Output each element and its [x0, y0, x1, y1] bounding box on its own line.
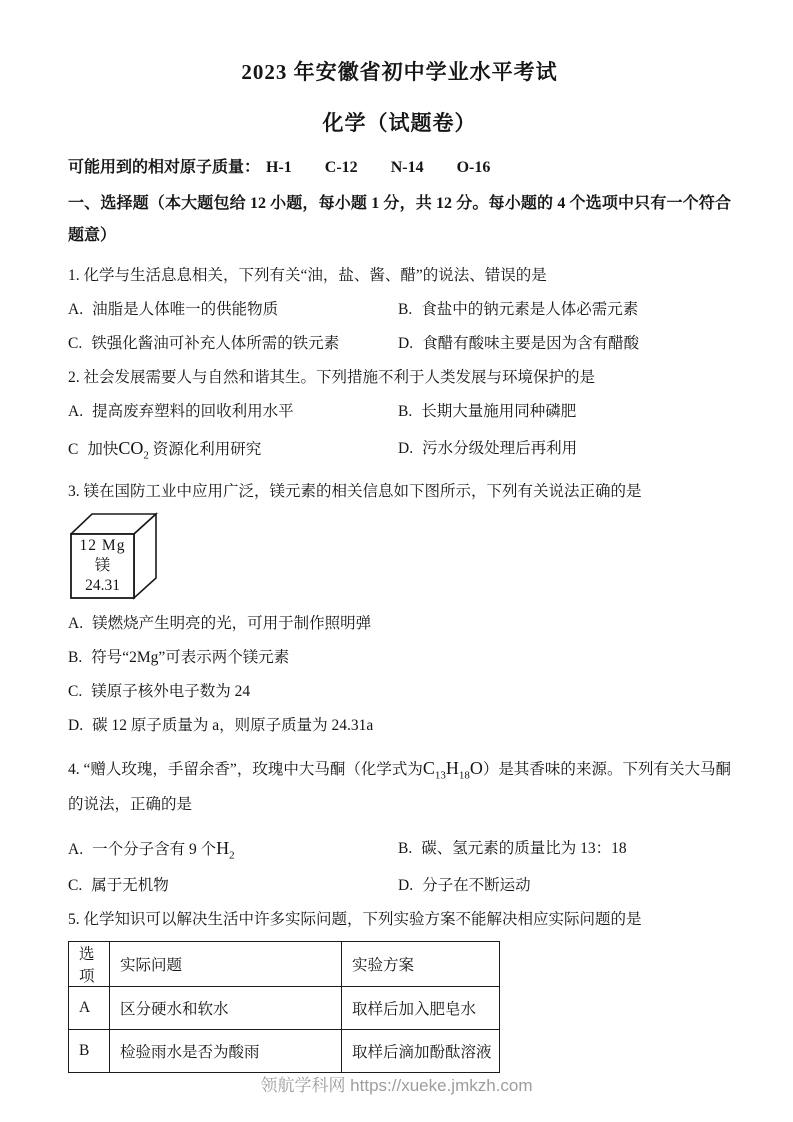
- section1-heading: 一、选择题（本大题包给 12 小题，每小题 1 分，共 12 分。每小题的 4 个选项中只有一个符合题意）: [68, 195, 731, 244]
- site-watermark: 领航学科网 https://xueke.jmkzh.com: [260, 1076, 533, 1095]
- q1-option-d: [398, 333, 731, 354]
- element-name: 镁: [94, 557, 111, 574]
- question2-options-row1: [68, 401, 731, 422]
- question1-options-row2: [68, 333, 731, 354]
- header-problem: 实际问题: [110, 942, 342, 987]
- q3-option-b-text: 符号“2Mg”可表示两个镁元素: [91, 649, 290, 666]
- q3-option-d-label: D.: [68, 717, 84, 734]
- q4-option-d-text: 分子在不断运动: [422, 877, 531, 894]
- q2-option-d-text: 污水分级处理后再利用: [422, 440, 578, 457]
- q1-option-c: [68, 333, 398, 354]
- q3-option-d: [68, 715, 731, 736]
- atomic-mass-line: [68, 154, 731, 177]
- question2-stem: 2. 社会发展需要人与自然和谐其生。下列措施不利于人类发展与环境保护的是: [68, 369, 596, 386]
- q2-option-b-label: B.: [398, 403, 413, 420]
- atomic-mass-o: O-16: [456, 159, 491, 176]
- element-number-symbol: 12 Mg: [79, 537, 126, 554]
- q2-option-c-label: C: [68, 441, 79, 458]
- q1-option-a: [68, 299, 398, 320]
- q2-option-d-label: D.: [398, 440, 414, 457]
- q4-option-c: [68, 875, 398, 896]
- q4-option-b: [398, 838, 731, 860]
- row-a-problem: 区分硬水和软水: [110, 987, 342, 1030]
- q4-option-c-text: 属于无机物: [91, 877, 169, 894]
- q2-option-a-label: A.: [68, 403, 84, 420]
- row-b-option: B: [69, 1030, 110, 1073]
- row-b-problem: 检验雨水是否为酸雨: [110, 1030, 342, 1073]
- question4-stem: [68, 751, 731, 822]
- q2-option-b-text: 长期大量施用同种磷肥: [421, 403, 577, 420]
- q3-option-b: [68, 647, 731, 668]
- row-a-plan: 取样后加入肥皂水: [342, 987, 500, 1030]
- q4-option-d-label: D.: [398, 877, 414, 894]
- atomic-mass-c: C-12: [324, 159, 358, 176]
- element-mass: 24.31: [85, 577, 120, 594]
- table-row: [69, 987, 500, 1030]
- q1-option-b-text: 食盐中的钠元素是人体必需元素: [421, 301, 639, 318]
- q4-option-a-label: A.: [68, 841, 84, 858]
- q1-option-d-label: D.: [398, 335, 414, 352]
- q1-option-b: [398, 299, 731, 320]
- question1-options-row1: [68, 299, 731, 320]
- q2-option-d: [398, 438, 731, 460]
- q3-option-b-label: B.: [68, 649, 83, 666]
- row-b-plan: 取样后滴加酚酞溶液: [342, 1030, 500, 1073]
- table-row: [69, 1030, 500, 1073]
- q2-option-b: [398, 401, 731, 422]
- q3-option-a-label: A.: [68, 615, 84, 632]
- q4-option-b-text: 碳、氢元素的质量比为 13：18: [421, 840, 627, 857]
- h2-formula: $H_2$: [216, 838, 235, 862]
- q1-option-d-text: 食醋有酸味主要是因为含有醋酸: [422, 335, 640, 352]
- atomic-mass-label: 可能用到的相对原子质量：: [68, 159, 261, 176]
- q4-option-c-label: C.: [68, 877, 83, 894]
- q3-option-c-text: 镁原子核外电子数为 24: [91, 683, 251, 700]
- q2-option-c-post: 资源化利用研究: [152, 441, 262, 458]
- q1-option-a-label: A.: [68, 301, 84, 318]
- q4-option-b-label: B.: [398, 840, 413, 857]
- q3-option-d-text: 碳 12 原子质量为 a，则原子质量为 24.31a: [92, 717, 374, 734]
- q5-experiment-table: [68, 941, 500, 1073]
- co2-formula: $CO_2$: [118, 438, 149, 462]
- q2-option-a: [68, 401, 398, 422]
- q3-option-c: [68, 681, 731, 702]
- question4-options-row1: [68, 838, 731, 860]
- table-header-row: [69, 942, 500, 987]
- q1-option-a-text: 油脂是人体唯一的供能物质: [92, 301, 279, 318]
- element-box-text: [71, 534, 134, 598]
- paper-subtitle: 化学（试题卷）: [322, 111, 477, 135]
- question5-stem: 5. 化学知识可以解决生活中许多实际问题，下列实验方案不能解决相应实际问题的是: [68, 911, 642, 928]
- q3-option-a: [68, 613, 731, 634]
- q2-option-c: [68, 438, 398, 460]
- q1-option-b-label: B.: [398, 301, 413, 318]
- header-option: 选项: [69, 942, 110, 987]
- q1-option-c-label: C.: [68, 335, 83, 352]
- question1-stem: 1. 化学与生活息息相关，下列有关“油，盐、酱、醋”的说法、错误的是: [68, 267, 547, 284]
- q4-option-d: [398, 875, 731, 896]
- q4-stem-pre: 4. “赠人玫瑰，手留余香”，玫瑰中大马酮（化学式为: [68, 761, 423, 778]
- magnesium-element-cube-figure: [70, 512, 158, 600]
- atomic-mass-n: N-14: [390, 159, 424, 176]
- paper-title: 2023 年安徽省初中学业水平考试: [241, 60, 558, 84]
- row-a-option: A: [69, 987, 110, 1030]
- q4-option-a-pre: 一个分子含有 9 个: [92, 841, 217, 858]
- header-plan: 实验方案: [342, 942, 500, 987]
- damascenone-formula: $C_{13}H_{18}O$: [422, 758, 483, 782]
- q3-option-c-label: C.: [68, 683, 83, 700]
- q1-option-c-text: 铁强化酱油可补充人体所需的铁元素: [91, 335, 340, 352]
- q4-stem-post: ）是其香味的来源。下列有关大马酮的说法，正确的是: [68, 761, 731, 813]
- atomic-mass-h: H-1: [266, 159, 292, 176]
- q2-option-a-text: 提高废弃塑料的回收利用水平: [92, 403, 294, 420]
- question4-options-row2: [68, 875, 731, 896]
- question2-options-row2: [68, 438, 731, 460]
- question3-stem: 3. 镁在国防工业中应用广泛，镁元素的相关信息如下图所示，下列有关说法正确的是: [68, 483, 642, 500]
- q4-option-a: [68, 838, 398, 860]
- q2-option-c-pre: 加快: [87, 441, 119, 458]
- q3-option-a-text: 镁燃烧产生明亮的光，可用于制作照明弹: [92, 615, 372, 632]
